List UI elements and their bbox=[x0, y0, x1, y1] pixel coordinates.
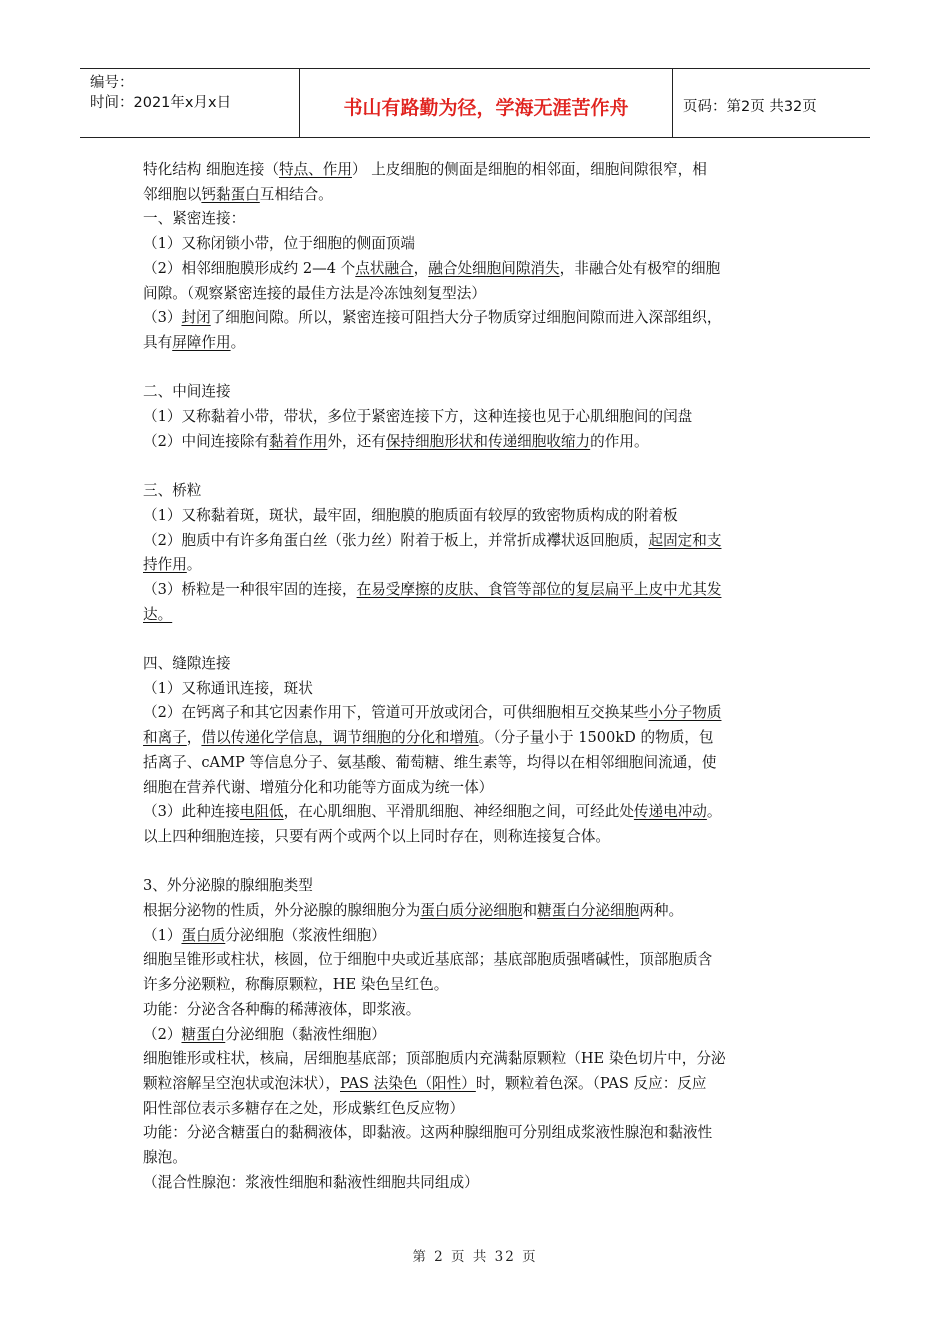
header-motto: 书山有路勤为径，学海无涯苦作舟 bbox=[300, 69, 673, 137]
paragraph-line: （2）中间连接除有黏着作用外，还有保持细胞形状和传递细胞收缩力的作用。 bbox=[143, 432, 649, 450]
paragraph-line: （2）胞质中有许多角蛋白丝（张力丝）附着于板上，并常折成襻状返回胞质，起固定和支 bbox=[143, 531, 722, 549]
underlined-term: 传递电冲动 bbox=[633, 803, 707, 821]
underlined-term: 蛋白质 bbox=[181, 926, 226, 944]
paragraph-line: （混合性腺泡：浆液性细胞和黏液性细胞共同组成） bbox=[143, 1173, 479, 1191]
underlined-term: 蛋白质分泌细胞 bbox=[420, 902, 523, 920]
paragraph-line: 具有屏障作用。 bbox=[143, 333, 246, 351]
paragraph-line: 特化结构 细胞连接（特点、作用） 上皮细胞的侧面是细胞的相邻面，细胞间隙很窄，相 bbox=[143, 161, 707, 178]
paragraph-line: 腺泡。 bbox=[143, 1149, 187, 1167]
underlined-term: 在易受摩擦的皮肤、食管等部位的复层扁平上皮中尤其发 bbox=[356, 580, 722, 598]
underlined-term: 起固定和支 bbox=[648, 531, 722, 549]
paragraph-line: （3）此种连接电阻低，在心肌细胞、平滑肌细胞、神经细胞之间，可经此处传递电冲动。 bbox=[143, 803, 722, 821]
header-page-info: 页码：第2页 共32页 bbox=[683, 98, 817, 115]
paragraph-line: 颗粒溶解呈空泡状或泡沫状），PAS 法染色（阳性）时，颗粒着色深。（PAS 反应：反应 bbox=[143, 1074, 707, 1092]
section-heading: 四、缝隙连接 bbox=[143, 655, 231, 673]
underlined-term: 持作用 bbox=[143, 556, 187, 574]
underlined-term: 小分子物质 bbox=[648, 704, 722, 722]
paragraph-line: 许多分泌颗粒，称酶原颗粒，HE 染色呈红色。 bbox=[143, 976, 449, 994]
paragraph-line: 和离子，借以传递化学信息，调节细胞的分化和增殖。（分子量小于 1500kD 的物质，包 bbox=[143, 729, 714, 747]
paragraph-line: 阳性部位表示多糖存在之处，形成紫红色反应物） bbox=[143, 1099, 465, 1117]
paragraph-line: 持作用。 bbox=[143, 556, 202, 574]
underlined-term: 钙黏蛋白 bbox=[201, 185, 260, 203]
blank-line bbox=[143, 454, 808, 479]
blank-line bbox=[143, 627, 808, 652]
paragraph-line: 细胞呈锥形或柱状，核圆，位于细胞中央或近基底部；基底部胞质强嗜碱性，顶部胞质含 bbox=[143, 951, 713, 969]
underlined-term: 保持细胞形状和传递细胞收缩力 bbox=[385, 432, 591, 450]
number-label: 编号： bbox=[90, 75, 134, 91]
paragraph-line: 细胞在营养代谢、增殖分化和功能等方面成为统一体） bbox=[143, 778, 494, 796]
paragraph-line: （1）又称黏着小带，带状，多位于紧密连接下方，这种连接也见于心肌细胞间的闰盘 bbox=[143, 408, 693, 426]
blank-line bbox=[143, 356, 808, 381]
section-heading: 三、桥粒 bbox=[143, 482, 202, 500]
header-meta bbox=[80, 69, 300, 137]
paragraph-line: （1）蛋白质分泌细胞（浆液性细胞） bbox=[143, 926, 386, 944]
paragraph-line: （3）桥粒是一种很牢固的连接，在易受摩擦的皮肤、食管等部位的复层扁平上皮中尤其发 bbox=[143, 580, 722, 598]
paragraph-line: 细胞锥形或柱状，核扁，居细胞基底部；顶部胞质内充满黏原颗粒（HE 染色切片中，分泌 bbox=[143, 1050, 726, 1068]
paragraph-line: （2）糖蛋白分泌细胞（黏液性细胞） bbox=[143, 1025, 386, 1043]
paragraph-line: 根据分泌物的性质，外分泌腺的腺细胞分为蛋白质分泌细胞和糖蛋白分泌细胞两种。 bbox=[143, 902, 684, 920]
paragraph-line: （1）又称闭锁小带，位于细胞的侧面顶端 bbox=[143, 235, 415, 253]
page-header bbox=[80, 68, 870, 138]
underlined-term: 糖蛋白 bbox=[181, 1025, 226, 1043]
underlined-term: 点状融合 bbox=[355, 259, 414, 277]
paragraph-line: 功能：分泌含各种酶的稀薄液体，即浆液。 bbox=[143, 1000, 421, 1018]
underlined-term: 糖蛋白分泌细胞 bbox=[537, 902, 640, 920]
underlined-term: 屏障作用 bbox=[172, 333, 231, 351]
paragraph-line: 以上四种细胞连接，只要有两个或两个以上同时存在，则称连接复合体。 bbox=[143, 827, 611, 845]
underlined-term: 黏着作用 bbox=[269, 432, 328, 450]
underlined-term: PAS 法染色（阳性） bbox=[340, 1074, 476, 1092]
underlined-term: 融合处细胞间隙消失 bbox=[428, 259, 560, 277]
paragraph-line: 间隙。（观察紧密连接的最佳方法是冷冻蚀刻复型法） bbox=[143, 284, 486, 302]
paragraph-line: （1）又称通讯连接，斑状 bbox=[143, 679, 313, 697]
paragraph-line: （2）在钙离子和其它因素作用下，管道可开放或闭合，可供细胞相互交换某些小分子物质 bbox=[143, 704, 722, 722]
paragraph-line: 功能：分泌含糖蛋白的黏稠液体，即黏液。这两种腺细胞可分别组成浆液性腺泡和黏液性 bbox=[143, 1124, 713, 1142]
paragraph-line: （3）封闭了细胞间隙。所以，紧密连接可阻挡大分子物质穿过细胞间隙而进入深部组织， bbox=[143, 309, 722, 327]
time-label: 时间：2021年x月x日 bbox=[90, 95, 232, 111]
paragraph-line bbox=[143, 603, 808, 628]
paragraph-line: 括离子、cAMP 等信息分子、氨基酸、葡萄糖、维生素等，均得以在相邻细胞间流通，使 bbox=[143, 753, 717, 771]
underlined-term: 特点、作用 bbox=[278, 161, 352, 178]
section-heading: 3、外分泌腺的腺细胞类型 bbox=[143, 877, 313, 895]
underlined-term: 和离子 bbox=[143, 729, 187, 747]
underlined-term: 借以传递化学信息，调节细胞的分化和增殖 bbox=[201, 729, 479, 747]
paragraph-line: 邻细胞以钙黏蛋白互相结合。 bbox=[143, 185, 333, 203]
page-footer: 第 2 页 共 32 页 bbox=[412, 1249, 538, 1265]
document-body bbox=[143, 158, 808, 1195]
blank-line bbox=[143, 850, 808, 875]
underlined-term: 达。 bbox=[143, 605, 173, 623]
section-heading: 二、中间连接 bbox=[143, 383, 231, 401]
underlined-term: 封闭 bbox=[181, 309, 211, 327]
section-heading: 一、紧密连接： bbox=[143, 210, 246, 228]
paragraph-line: （2）相邻细胞膜形成约 2—4 个点状融合，融合处细胞间隙消失，非融合处有极窄的细胞 bbox=[143, 259, 721, 277]
paragraph-line: （1）又称黏着斑，斑状，最牢固，细胞膜的胞质面有较厚的致密物质构成的附着板 bbox=[143, 506, 678, 524]
underlined-term: 电阻低 bbox=[239, 803, 284, 821]
